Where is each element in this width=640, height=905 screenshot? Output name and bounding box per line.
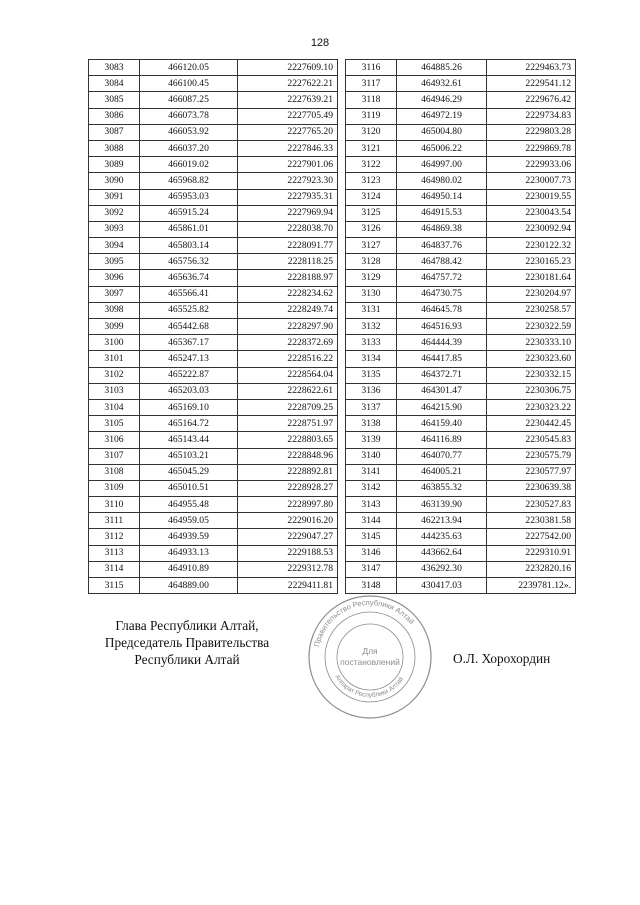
- point-number-cell: 3129: [346, 270, 397, 286]
- point-number-cell: 3097: [89, 286, 140, 302]
- table-row: [346, 302, 576, 318]
- x-coordinate-cell: 466087.25: [140, 92, 238, 108]
- y-coordinate-cell: 2229541.12: [487, 76, 576, 92]
- table-row: [346, 76, 576, 92]
- x-coordinate-cell: 464950.14: [397, 189, 487, 205]
- x-coordinate-cell: 464159.40: [397, 416, 487, 432]
- signatory-name: О.Л. Хорохордин: [453, 651, 551, 666]
- table-row: [89, 335, 338, 351]
- x-coordinate-cell: 465143.44: [140, 432, 238, 448]
- point-number-cell: 3114: [89, 561, 140, 577]
- table-row: [346, 497, 576, 513]
- table-row: [346, 448, 576, 464]
- table-row: [346, 351, 576, 367]
- x-coordinate-cell: 464837.76: [397, 238, 487, 254]
- x-coordinate-cell: 465103.21: [140, 448, 238, 464]
- y-coordinate-cell: 2227846.33: [238, 140, 338, 156]
- x-coordinate-cell: 463855.32: [397, 480, 487, 496]
- x-coordinate-cell: 465953.03: [140, 189, 238, 205]
- x-coordinate-cell: 465915.24: [140, 205, 238, 221]
- x-coordinate-cell: 466053.92: [140, 124, 238, 140]
- point-number-cell: 3145: [346, 529, 397, 545]
- y-coordinate-cell: 2229310.91: [487, 545, 576, 561]
- x-coordinate-cell: 465756.32: [140, 254, 238, 270]
- signatory-title-line: Председатель Правительства: [104, 635, 270, 650]
- x-coordinate-cell: 464959.05: [140, 513, 238, 529]
- point-number-cell: 3103: [89, 383, 140, 399]
- coordinates-table-left: [88, 59, 338, 594]
- table-row: [89, 157, 338, 173]
- point-number-cell: 3100: [89, 335, 140, 351]
- point-number-cell: 3127: [346, 238, 397, 254]
- point-number-cell: 3137: [346, 399, 397, 415]
- x-coordinate-cell: 464116.89: [397, 432, 487, 448]
- point-number-cell: 3096: [89, 270, 140, 286]
- point-number-cell: 3139: [346, 432, 397, 448]
- table-row: [346, 513, 576, 529]
- point-number-cell: 3108: [89, 464, 140, 480]
- y-coordinate-cell: 2230577.97: [487, 464, 576, 480]
- point-number-cell: 3089: [89, 157, 140, 173]
- x-coordinate-cell: 465861.01: [140, 221, 238, 237]
- point-number-cell: 3083: [89, 60, 140, 76]
- point-number-cell: 3092: [89, 205, 140, 221]
- y-coordinate-cell: 2230545.83: [487, 432, 576, 448]
- y-coordinate-cell: 2230527.83: [487, 497, 576, 513]
- table-row: [346, 464, 576, 480]
- point-number-cell: 3146: [346, 545, 397, 561]
- y-coordinate-cell: 2229933.06: [487, 157, 576, 173]
- x-coordinate-cell: 465004.80: [397, 124, 487, 140]
- x-coordinate-cell: 464645.78: [397, 302, 487, 318]
- table-row: [346, 399, 576, 415]
- y-coordinate-cell: 2230322.59: [487, 319, 576, 335]
- table-row: [89, 545, 338, 561]
- y-coordinate-cell: 2228803.65: [238, 432, 338, 448]
- table-row: [89, 92, 338, 108]
- table-row: [346, 157, 576, 173]
- y-coordinate-cell: 2227609.10: [238, 60, 338, 76]
- y-coordinate-cell: 2228928.27: [238, 480, 338, 496]
- y-coordinate-cell: 2230019.55: [487, 189, 576, 205]
- y-coordinate-cell: 2227765.20: [238, 124, 338, 140]
- point-number-cell: 3123: [346, 173, 397, 189]
- table-row: [346, 221, 576, 237]
- x-coordinate-cell: 464417.85: [397, 351, 487, 367]
- y-coordinate-cell: 2228848.96: [238, 448, 338, 464]
- x-coordinate-cell: 465006.22: [397, 140, 487, 156]
- table-row: [89, 529, 338, 545]
- table-row: [89, 60, 338, 76]
- point-number-cell: 3124: [346, 189, 397, 205]
- y-coordinate-cell: 2227622.21: [238, 76, 338, 92]
- x-coordinate-cell: 465164.72: [140, 416, 238, 432]
- y-coordinate-cell: 2230007.73: [487, 173, 576, 189]
- y-coordinate-cell: 2227969.94: [238, 205, 338, 221]
- seal-center-line: постановлений: [340, 657, 400, 667]
- x-coordinate-cell: 464516.93: [397, 319, 487, 335]
- x-coordinate-cell: 466037.20: [140, 140, 238, 156]
- table-row: [346, 480, 576, 496]
- point-number-cell: 3088: [89, 140, 140, 156]
- point-number-cell: 3090: [89, 173, 140, 189]
- table-row: [89, 124, 338, 140]
- x-coordinate-cell: 464885.26: [397, 60, 487, 76]
- point-number-cell: 3087: [89, 124, 140, 140]
- x-coordinate-cell: 465442.68: [140, 319, 238, 335]
- y-coordinate-cell: 2229016.20: [238, 513, 338, 529]
- point-number-cell: 3118: [346, 92, 397, 108]
- x-coordinate-cell: 465968.82: [140, 173, 238, 189]
- table-row: [89, 464, 338, 480]
- y-coordinate-cell: 2228564.04: [238, 367, 338, 383]
- x-coordinate-cell: 466073.78: [140, 108, 238, 124]
- y-coordinate-cell: 2230043.54: [487, 205, 576, 221]
- point-number-cell: 3148: [346, 578, 397, 594]
- x-coordinate-cell: 464889.00: [140, 578, 238, 594]
- y-coordinate-cell: 2229869.78: [487, 140, 576, 156]
- point-number-cell: 3105: [89, 416, 140, 432]
- y-coordinate-cell: 2229803.28: [487, 124, 576, 140]
- table-row: [346, 205, 576, 221]
- y-coordinate-cell: 2239781.12».: [487, 578, 576, 594]
- table-row: [346, 319, 576, 335]
- point-number-cell: 3111: [89, 513, 140, 529]
- y-coordinate-cell: 2228188.97: [238, 270, 338, 286]
- x-coordinate-cell: 465169.10: [140, 399, 238, 415]
- seal-center-line: Для: [362, 646, 378, 656]
- table-row: [89, 578, 338, 594]
- x-coordinate-cell: 464932.61: [397, 76, 487, 92]
- x-coordinate-cell: 466120.05: [140, 60, 238, 76]
- table-row: [89, 302, 338, 318]
- y-coordinate-cell: 2230323.60: [487, 351, 576, 367]
- y-coordinate-cell: 2230381.58: [487, 513, 576, 529]
- x-coordinate-cell: 444235.63: [397, 529, 487, 545]
- table-row: [89, 108, 338, 124]
- table-row: [89, 76, 338, 92]
- point-number-cell: 3102: [89, 367, 140, 383]
- table-row: [346, 578, 576, 594]
- x-coordinate-cell: 464910.89: [140, 561, 238, 577]
- y-coordinate-cell: 2228709.25: [238, 399, 338, 415]
- point-number-cell: 3109: [89, 480, 140, 496]
- point-number-cell: 3084: [89, 76, 140, 92]
- table-row: [346, 254, 576, 270]
- x-coordinate-cell: 464869.38: [397, 221, 487, 237]
- point-number-cell: 3144: [346, 513, 397, 529]
- point-number-cell: 3133: [346, 335, 397, 351]
- seal-outer-text: Правительство Республики Алтай: [312, 597, 417, 648]
- x-coordinate-cell: 464757.72: [397, 270, 487, 286]
- x-coordinate-cell: 464980.02: [397, 173, 487, 189]
- y-coordinate-cell: 2227705.49: [238, 108, 338, 124]
- table-row: [89, 140, 338, 156]
- table-row: [89, 173, 338, 189]
- point-number-cell: 3104: [89, 399, 140, 415]
- table-row: [89, 399, 338, 415]
- y-coordinate-cell: 2230204.97: [487, 286, 576, 302]
- y-coordinate-cell: 2227935.31: [238, 189, 338, 205]
- y-coordinate-cell: 2228249.74: [238, 302, 338, 318]
- table-row: [89, 383, 338, 399]
- table-row: [89, 351, 338, 367]
- point-number-cell: 3095: [89, 254, 140, 270]
- x-coordinate-cell: 465222.87: [140, 367, 238, 383]
- x-coordinate-cell: 464939.59: [140, 529, 238, 545]
- table-row: [346, 561, 576, 577]
- point-number-cell: 3085: [89, 92, 140, 108]
- x-coordinate-cell: 465010.51: [140, 480, 238, 496]
- table-row: [89, 319, 338, 335]
- table-row: [89, 286, 338, 302]
- y-coordinate-cell: 2228297.90: [238, 319, 338, 335]
- table-row: [346, 124, 576, 140]
- y-coordinate-cell: 2229312.78: [238, 561, 338, 577]
- x-coordinate-cell: 464444.39: [397, 335, 487, 351]
- y-coordinate-cell: 2228516.22: [238, 351, 338, 367]
- y-coordinate-cell: 2230092.94: [487, 221, 576, 237]
- y-coordinate-cell: 2228091.77: [238, 238, 338, 254]
- x-coordinate-cell: 464301.47: [397, 383, 487, 399]
- y-coordinate-cell: 2228372.69: [238, 335, 338, 351]
- y-coordinate-cell: 2227542.00: [487, 529, 576, 545]
- y-coordinate-cell: 2230165.23: [487, 254, 576, 270]
- x-coordinate-cell: 465203.03: [140, 383, 238, 399]
- x-coordinate-cell: 465247.13: [140, 351, 238, 367]
- table-row: [89, 254, 338, 270]
- y-coordinate-cell: 2229463.73: [487, 60, 576, 76]
- x-coordinate-cell: 466019.02: [140, 157, 238, 173]
- y-coordinate-cell: 2227901.06: [238, 157, 338, 173]
- x-coordinate-cell: 465367.17: [140, 335, 238, 351]
- x-coordinate-cell: 465636.74: [140, 270, 238, 286]
- x-coordinate-cell: 436292.30: [397, 561, 487, 577]
- coordinates-table-right: [345, 59, 576, 594]
- point-number-cell: 3140: [346, 448, 397, 464]
- point-number-cell: 3116: [346, 60, 397, 76]
- y-coordinate-cell: 2227639.21: [238, 92, 338, 108]
- page-number: 128: [310, 37, 330, 49]
- point-number-cell: 3134: [346, 351, 397, 367]
- x-coordinate-cell: 464915.53: [397, 205, 487, 221]
- table-row: [89, 189, 338, 205]
- point-number-cell: 3141: [346, 464, 397, 480]
- point-number-cell: 3106: [89, 432, 140, 448]
- table-row: [346, 545, 576, 561]
- table-row: [346, 383, 576, 399]
- x-coordinate-cell: 466100.45: [140, 76, 238, 92]
- table-row: [346, 335, 576, 351]
- y-coordinate-cell: 2229734.83: [487, 108, 576, 124]
- y-coordinate-cell: 2229676.42: [487, 92, 576, 108]
- y-coordinate-cell: 2228997.80: [238, 497, 338, 513]
- table-row: [346, 108, 576, 124]
- point-number-cell: 3131: [346, 302, 397, 318]
- x-coordinate-cell: 464972.19: [397, 108, 487, 124]
- table-row: [346, 432, 576, 448]
- point-number-cell: 3099: [89, 319, 140, 335]
- table-row: [346, 286, 576, 302]
- y-coordinate-cell: 2228622.61: [238, 383, 338, 399]
- point-number-cell: 3143: [346, 497, 397, 513]
- table-row: [346, 529, 576, 545]
- table-row: [89, 416, 338, 432]
- table-row: [89, 221, 338, 237]
- y-coordinate-cell: 2228234.62: [238, 286, 338, 302]
- x-coordinate-cell: 464070.77: [397, 448, 487, 464]
- point-number-cell: 3130: [346, 286, 397, 302]
- point-number-cell: 3098: [89, 302, 140, 318]
- y-coordinate-cell: 2229188.53: [238, 545, 338, 561]
- x-coordinate-cell: 463139.90: [397, 497, 487, 513]
- y-coordinate-cell: 2228751.97: [238, 416, 338, 432]
- table-row: [346, 189, 576, 205]
- y-coordinate-cell: 2229411.81: [238, 578, 338, 594]
- point-number-cell: 3107: [89, 448, 140, 464]
- point-number-cell: 3121: [346, 140, 397, 156]
- x-coordinate-cell: 464730.75: [397, 286, 487, 302]
- y-coordinate-cell: 2232820.16: [487, 561, 576, 577]
- y-coordinate-cell: 2230333.10: [487, 335, 576, 351]
- point-number-cell: 3126: [346, 221, 397, 237]
- point-number-cell: 3115: [89, 578, 140, 594]
- y-coordinate-cell: 2227923.30: [238, 173, 338, 189]
- point-number-cell: 3122: [346, 157, 397, 173]
- table-row: [346, 238, 576, 254]
- y-coordinate-cell: 2230181.64: [487, 270, 576, 286]
- point-number-cell: 3135: [346, 367, 397, 383]
- table-row: [89, 205, 338, 221]
- x-coordinate-cell: 464788.42: [397, 254, 487, 270]
- y-coordinate-cell: 2230306.75: [487, 383, 576, 399]
- y-coordinate-cell: 2230122.32: [487, 238, 576, 254]
- table-row: [89, 270, 338, 286]
- y-coordinate-cell: 2230639.38: [487, 480, 576, 496]
- point-number-cell: 3101: [89, 351, 140, 367]
- x-coordinate-cell: 464933.13: [140, 545, 238, 561]
- x-coordinate-cell: 464946.29: [397, 92, 487, 108]
- y-coordinate-cell: 2230575.79: [487, 448, 576, 464]
- x-coordinate-cell: 464215.90: [397, 399, 487, 415]
- x-coordinate-cell: 464955.48: [140, 497, 238, 513]
- point-number-cell: 3128: [346, 254, 397, 270]
- x-coordinate-cell: 465525.82: [140, 302, 238, 318]
- table-row: [89, 561, 338, 577]
- table-row: [89, 480, 338, 496]
- table-row: [346, 367, 576, 383]
- point-number-cell: 3086: [89, 108, 140, 124]
- x-coordinate-cell: 465566.41: [140, 286, 238, 302]
- point-number-cell: 3125: [346, 205, 397, 221]
- point-number-cell: 3138: [346, 416, 397, 432]
- point-number-cell: 3112: [89, 529, 140, 545]
- y-coordinate-cell: 2230332.15: [487, 367, 576, 383]
- signatory-title-line: Глава Республики Алтай,: [115, 618, 259, 633]
- x-coordinate-cell: 465803.14: [140, 238, 238, 254]
- table-row: [89, 513, 338, 529]
- y-coordinate-cell: 2228118.25: [238, 254, 338, 270]
- y-coordinate-cell: 2230323.22: [487, 399, 576, 415]
- y-coordinate-cell: 2229047.27: [238, 529, 338, 545]
- y-coordinate-cell: 2228038.70: [238, 221, 338, 237]
- y-coordinate-cell: 2230258.57: [487, 302, 576, 318]
- x-coordinate-cell: 464997.00: [397, 157, 487, 173]
- table-row: [89, 448, 338, 464]
- official-seal: [307, 594, 433, 720]
- point-number-cell: 3113: [89, 545, 140, 561]
- x-coordinate-cell: 462213.94: [397, 513, 487, 529]
- x-coordinate-cell: 464372.71: [397, 367, 487, 383]
- table-row: [346, 92, 576, 108]
- table-row: [89, 432, 338, 448]
- point-number-cell: 3132: [346, 319, 397, 335]
- point-number-cell: 3119: [346, 108, 397, 124]
- point-number-cell: 3142: [346, 480, 397, 496]
- seal-inner-text: Аппарат Республики Алтай: [333, 673, 406, 700]
- table-row: [346, 416, 576, 432]
- x-coordinate-cell: 430417.03: [397, 578, 487, 594]
- y-coordinate-cell: 2228892.81: [238, 464, 338, 480]
- signatory-title-line: Республики Алтай: [134, 652, 240, 667]
- table-row: [346, 270, 576, 286]
- point-number-cell: 3136: [346, 383, 397, 399]
- signatory-title: [82, 617, 292, 668]
- x-coordinate-cell: 464005.21: [397, 464, 487, 480]
- point-number-cell: 3094: [89, 238, 140, 254]
- point-number-cell: 3117: [346, 76, 397, 92]
- table-row: [89, 238, 338, 254]
- table-row: [346, 140, 576, 156]
- x-coordinate-cell: 465045.29: [140, 464, 238, 480]
- point-number-cell: 3093: [89, 221, 140, 237]
- table-row: [89, 497, 338, 513]
- y-coordinate-cell: 2230442.45: [487, 416, 576, 432]
- point-number-cell: 3091: [89, 189, 140, 205]
- point-number-cell: 3110: [89, 497, 140, 513]
- point-number-cell: 3120: [346, 124, 397, 140]
- table-row: [346, 173, 576, 189]
- point-number-cell: 3147: [346, 561, 397, 577]
- x-coordinate-cell: 443662.64: [397, 545, 487, 561]
- table-row: [346, 60, 576, 76]
- table-row: [89, 367, 338, 383]
